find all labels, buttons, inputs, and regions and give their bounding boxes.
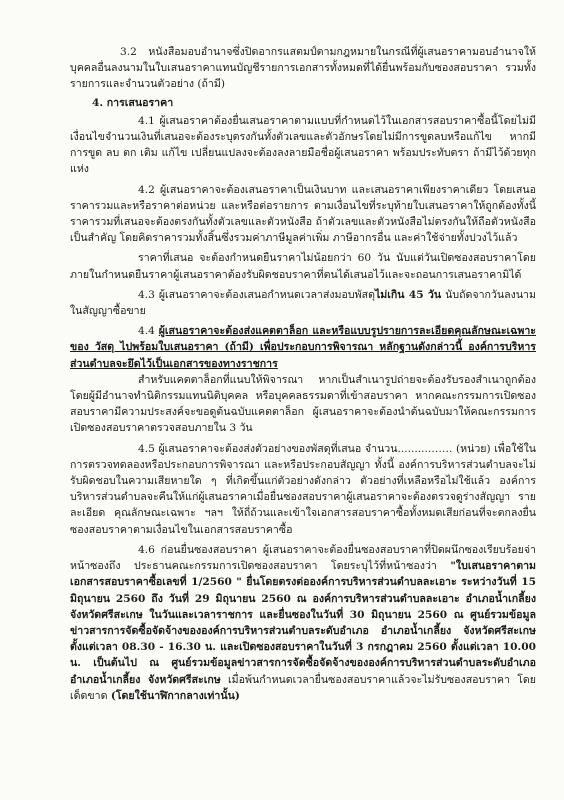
section-3-2: 3.2 หนังสือมอบอำนาจซึ่งปิดอากรแสตมป์ตามกฎหมายในกรณีที่ผู้เสนอราคามอบอำนาจให้บุคคลอื่นลงนามในใบเสนอราคาแทนบัญชีรายการเอกสารทั้งหมดที่ได้ยื่นพร้อมกับซองสอบราคา รวมทั้งรายการและจำนวนตัวอย่าง (ถ้ามี): [70, 46, 536, 91]
document-body: [70, 44, 536, 704]
section-4-1: 4.1 ผู้เสนอราคาต้องยื่นเสนอราคาตามแบบที่กำหนดไว้ในเอกสารสอบราคาซื้อนี้โดยไม่มีเงื่อนไขจำนวนเงินที่เสนอจะต้องระบุตรงกันทั้งตัวเลขและตัวอักษรโดยไม่มีการขูดลบหรือแก้ไข หากมีการขูด ลบ ตก เติม แก้ไข เปลี่ยนแปลงจะต้องลงลายมือชื่อผู้เสนอราคา พร้อมประทับตรา ถ้ามีไว้ด้วยทุกแห่ง: [70, 114, 536, 176]
section-4-3-text: 4.3 ผู้เสนอราคาจะต้องเสนอกำหนดเวลาส่งมอบพัสดุ: [138, 288, 375, 301]
section-4-6: [70, 542, 536, 704]
section-4-4-catalog-text: ผู้เสนอราคาจะต้องส่งแคตตาล็อก และหรือแบบรูปรายการละเอียดคุณลักษณะเฉพาะของ วัสดุ ไปพร้อมใบเสนอราคา (ถ้ามี) เพื่อประกอบการพิจารณา หลักฐานดังกล่าวนี้ องค์การบริหารส่วนตำบลจะยึดไว้เป็นเอกสารของทางราชการ: [70, 325, 536, 370]
section-4-3: [70, 287, 536, 319]
section-4-4-catalog-note: สำหรับแคตตาล็อกที่แนบให้พิจารณา หากเป็นสำเนารูปถ่ายจะต้องรับรองสำเนาถูกต้อง โดยผู้มีอำนาจทำนิติกรรมแทนนิติบุคคล หรือบุคคลธรรมดาที่เข้าสอบราคา หากคณะกรรมการเปิดซองสอบราคามีความประสงค์จะขอดูต้นฉบับแคตตาล็อก ผู้เสนอราคาจะต้องนำต้นฉบับมาให้คณะกรรมการเปิดซองสอบราคาตรวจสอบภายใน 3 วัน: [70, 373, 536, 435]
section-4-3-tail: นับถัดจากวันลงนามในสัญญาซื้อขาย: [70, 288, 536, 318]
delivery-period: ไม่เกิน 45 วัน: [374, 288, 442, 301]
section-4-6-deadline: เมื่อพ้นกำหนดเวลายื่นซองสอบราคาแล้วจะไม่รับซองสอบราคา โดยเด็ดขาด: [70, 673, 536, 702]
section-4-4: [70, 323, 536, 372]
section-4-5: 4.5 ผู้เสนอราคาจะต้องส่งตัวอย่างของพัสดุที่เสนอ จำนวน.........……. (หน่วย) เพื่อใช้ในการตรวจทดลองหรือประกอบการพิจารณา และหรือประกอบสัญญา ทั้งนี้ องค์การบริหารส่วนตำบลจะไม่รับผิดชอบในความเสียหายใด ๆ ที่เกิดขึ้นแก่ตัวอย่างดังกล่าว ตัวอย่างที่เหลือหรือไม่ใช้แล้ว องค์การบริหารส่วนตำบลจะคืนให้แก่ผู้เสนอราคาเมื่อยื่นซองสอบราคาผู้เสนอราคาจะต้องตรวจดูร่างสัญญา รายละเอียด คุณลักษณะเฉพาะ ฯลฯ ให้ถี่ถ้วนและเข้าใจเอกสารสอบราคาซื้อทั้งหมดเสียก่อนที่จะตกลงยื่นซองสอบราคาตามเงื่อนไขในเอกสารสอบราคาซื้อ: [70, 442, 536, 536]
section-4-4-number: 4.4: [138, 325, 159, 338]
section-4-6-clock-note: (โดยใช้นาฬิกากลางเท่านั้น): [110, 689, 240, 702]
section-4-6-text: 4.6 ก่อนยื่นซองสอบราคา ผู้เสนอราคาจะต้องยื่นซองสอบราคาที่ปิดผนึกซองเรียบร้อยจ่าหน้าซองถึง ประธานคณะกรรมการเปิดซองสอบราคา โดยระบุไว้ที่หน้าซองว่า: [70, 543, 536, 573]
heading-offer: 4. การเสนอราคา: [92, 96, 174, 109]
section-4-2-price-validity: ราคาที่เสนอ จะต้องกำหนดยืนราคาไม่น้อยกว่า 60 วัน นับแต่วันเปิดซองสอบราคาโดยภายในกำหนดยืนราคาผู้เสนอราคาต้องรับผิดชอบราคาที่ตนได้เสนอไว้และจะถอนการเสนอราคามิได้: [70, 252, 536, 281]
section-4-2: 4.2 ผู้เสนอราคาจะต้องเสนอราคาเป็นเงินบาท และเสนอราคาเพียงราคาเดียว โดยเสนอราคารวมและหรือราคาต่อหน่วย และหรือต่อรายการ ตามเงื่อนไขที่ระบุท้ายใบเสนอราคาให้ถูกต้องทั้งนี้ ราคารวมที่เสนอจะต้องตรงกันทั้งตัวเลขและตัวหนังสือ ถ้าตัวเลขและตัวหนังสือไม่ตรงกันให้ถือตัวหนังสือเป็นสำคัญ โดยคิดราคารวมทั้งสิ้นซึ่งรวมค่าภาษีมูลค่าเพิ่ม ภาษีอากรอื่น และค่าใช้จ่ายทั้งปวงไว้แล้ว: [70, 183, 536, 245]
section-4-6-submission-details: "ใบเสนอราคาตามเอกสารสอบราคาซื้อเลขที่ 1/2560 " ยื่นโดยตรงต่อองค์การบริหารส่วนตำบลละเอาะ ระหว่างวันที่ 15 มิถุนายน 2560 ถึง วันที่ 29 มิถุนายน 2560 ณ องค์การบริหารส่วนตำบลละเอาะ อำเภอน้ำเกลี้ยง จังหวัดศรีสะเกษ ในวันและเวลาราชการ และยื่นซองในวันที่ 30 มิถุนายน 2560 ณ ศูนย์รวมข้อมูลข่าวสารการจัดซื้อจัดจ้างขององค์การบริหารส่วนตำบลระดับอำเภอ อำเภอน้ำเกลี้ยง จังหวัดศรีสะเกษ ตั้งแต่เวลา 08.30 - 16.30 น. และเปิดซองสอบราคาในวันที่ 3 กรกฎาคม 2560 ตั้งแต่เวลา 10.00 น. เป็นต้นไป ณ ศูนย์รวมข้อมูลข่าวสารการจัดซื้อจัดจ้างขององค์การบริหารส่วนตำบลระดับอำเภอ อำเภอน้ำเกลี้ยง จังหวัดศรีสะเกษ: [70, 560, 536, 686]
